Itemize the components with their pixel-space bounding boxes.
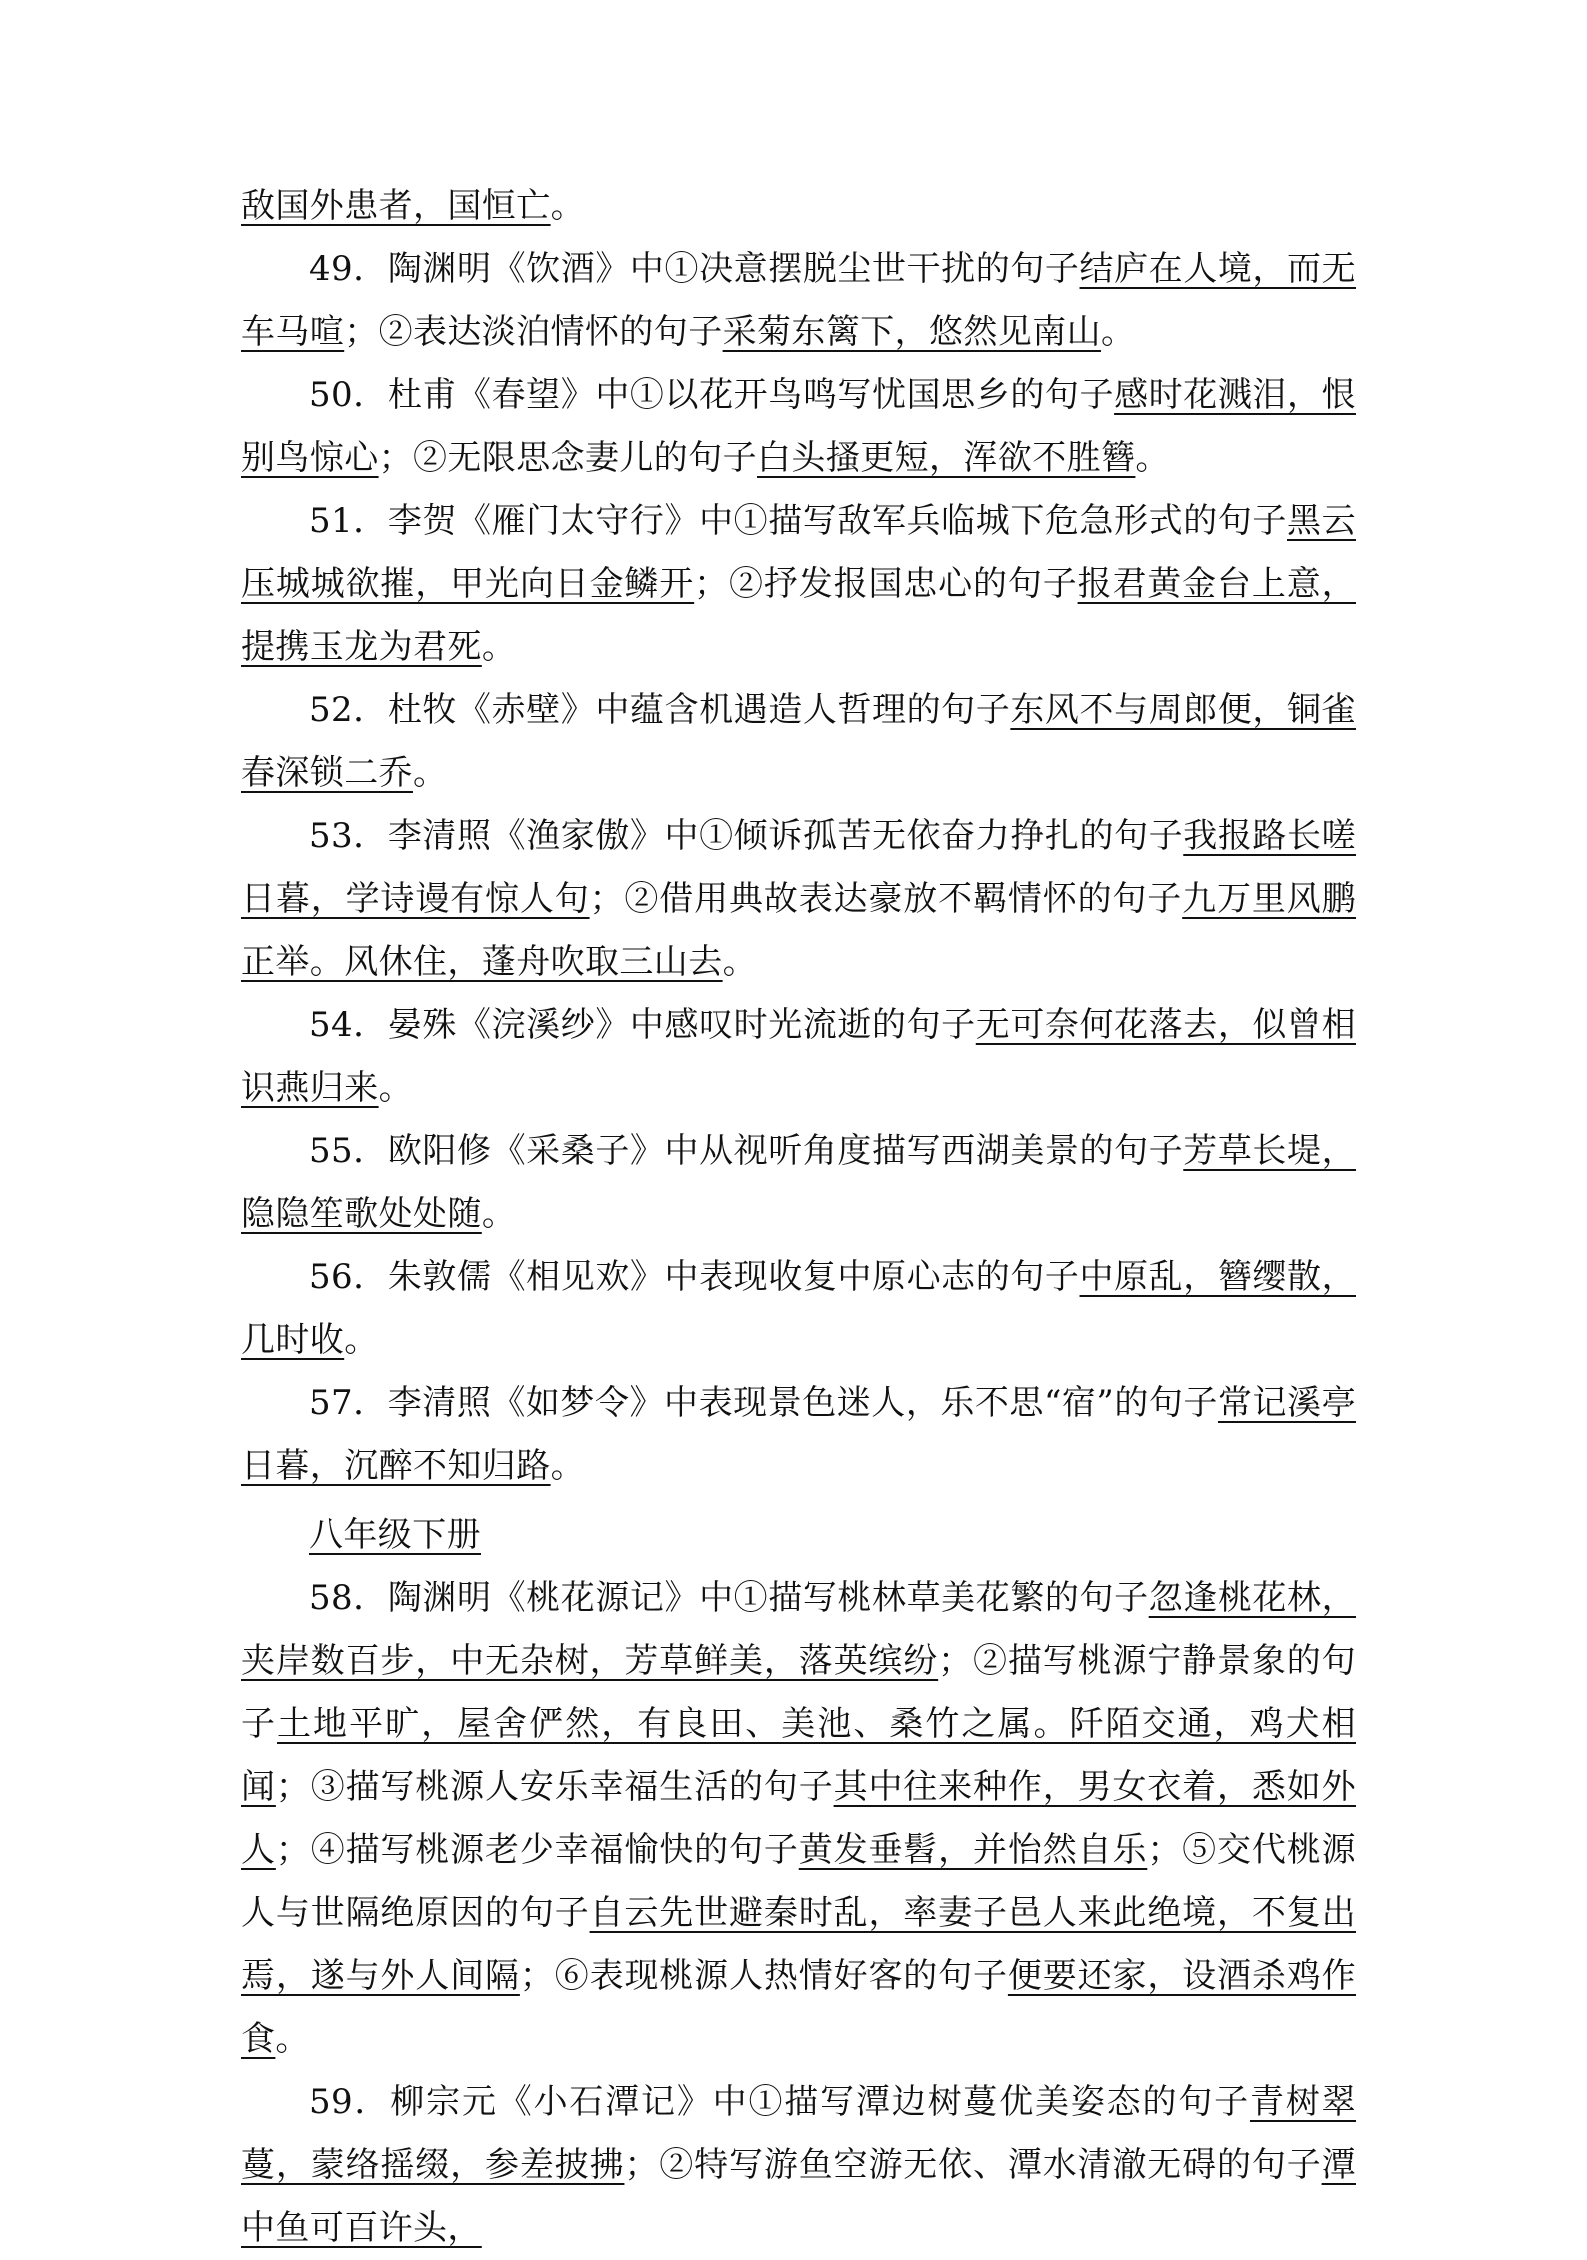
question-item xyxy=(241,2071,1356,2260)
answer-text: 便要还家，设酒杀鸡作食 xyxy=(241,1956,1357,2059)
answer-text: 报君黄金台上意，提携玉龙为君死 xyxy=(241,564,1356,667)
answer-text: 土地平旷，屋舍俨然，有良田、美池、桑竹之属。阡陌交通，鸡犬相闻 xyxy=(241,1704,1357,1807)
prompt-text: ；③描写桃源人安乐幸福生活的句子 xyxy=(275,1767,834,1807)
prompt-text: 。 xyxy=(550,186,586,226)
prompt-text: 54．晏殊《浣溪纱》中感叹时光流逝的句子 xyxy=(309,1005,976,1045)
prompt-text: 53．李清照《渔家傲》中①倾诉孤苦无依奋力挣扎的句子 xyxy=(309,816,1184,856)
answer-text: 潭中鱼可百许头， xyxy=(241,2145,1356,2248)
question-item xyxy=(241,1246,1356,1372)
prompt-text: ；②借用典故表达豪放不羁情怀的句子 xyxy=(589,879,1183,919)
prompt-text: ；⑥表现桃源人热情好客的句子 xyxy=(519,1956,1008,1996)
prompt-text: 。 xyxy=(1135,438,1170,478)
prompt-text: ；⑤交代桃源人与世隔绝原因的句子 xyxy=(241,1830,1357,1933)
section-heading xyxy=(241,1504,1356,1567)
answer-text: 自云先世避秦时乱，率妻子邑人来此绝境，不复出焉，遂与外人间隔 xyxy=(241,1893,1356,1996)
document-page xyxy=(241,175,1356,2260)
prompt-text: 50．杜甫《春望》中①以花开鸟鸣写忧国思乡的句子 xyxy=(309,375,1115,415)
prompt-text: 49．陶渊明《饮酒》中①决意摆脱尘世干扰的句子 xyxy=(309,249,1080,289)
answer-text: 青树翠蔓，蒙络摇缀，参差披拂 xyxy=(241,2082,1357,2185)
prompt-text: ；②无限思念妻儿的句子 xyxy=(378,438,758,478)
answer-text: 我报路长嗟日暮，学诗谩有惊人句 xyxy=(241,816,1357,919)
answer-text: 忽逢桃花林，夹岸数百步，中无杂树，芳草鲜美，落英缤纷 xyxy=(241,1578,1356,1681)
section-heading-text: 八年级下册 xyxy=(309,1515,481,1555)
prompt-text: 。 xyxy=(1101,312,1136,352)
question-list-2 xyxy=(241,1567,1356,2260)
answer-text: 东风不与周郎便，铜雀春深锁二乔 xyxy=(241,690,1356,793)
answer-text: 敌国外患者，国恒亡 xyxy=(241,186,551,226)
question-list xyxy=(241,238,1356,1498)
prompt-text: 。 xyxy=(275,2019,310,2059)
answer-text: 黑云压城城欲摧，甲光向日金鳞开 xyxy=(241,501,1356,604)
prompt-text: 。 xyxy=(722,942,758,982)
answer-text: 常记溪亭日暮，沉醉不知归路 xyxy=(241,1383,1356,1486)
prompt-text: 55．欧阳修《采桑子》中从视听角度描写西湖美景的句子 xyxy=(309,1131,1184,1171)
answer-text: 黄发垂髫，并怡然自乐 xyxy=(798,1830,1148,1870)
answer-text: 白头搔更短，浑欲不胜簪 xyxy=(757,438,1136,478)
prompt-text: ；②抒发报国忠心的句子 xyxy=(694,564,1078,604)
prompt-text: 。 xyxy=(344,1320,379,1360)
question-item xyxy=(241,238,1356,364)
prompt-text: 。 xyxy=(550,1446,586,1486)
answer-text: 无可奈何花落去，似曾相识燕归来 xyxy=(241,1005,1357,1108)
prompt-text: ；②描写桃源宁静景象的句子 xyxy=(241,1641,1356,1744)
prompt-text: 57．李清照《如梦令》中表现景色迷人，乐不思“宿”的句子 xyxy=(309,1383,1218,1423)
prompt-text: 59．柳宗元《小石潭记》中①描写潭边树蔓优美姿态的句子 xyxy=(309,2082,1250,2122)
prompt-text: 52．杜牧《赤壁》中蕴含机遇造人哲理的句子 xyxy=(309,690,1011,730)
prompt-text: 51．李贺《雁门太守行》中①描写敌军兵临城下危急形式的句子 xyxy=(309,501,1287,541)
prompt-text: ；②表达淡泊情怀的句子 xyxy=(344,312,723,352)
answer-text: 感时花溅泪，恨别鸟惊心 xyxy=(241,375,1356,478)
prompt-text: 56．朱敦儒《相见欢》中表现收复中原心志的句子 xyxy=(309,1257,1080,1297)
answer-text: 中原乱，簪缨散，几时收 xyxy=(241,1257,1357,1360)
answer-text: 结庐在人境，而无车马喧 xyxy=(241,249,1357,352)
prompt-text: 58．陶渊明《桃花源记》中①描写桃林草美花繁的句子 xyxy=(309,1578,1149,1618)
question-item xyxy=(241,364,1356,490)
question-item xyxy=(241,1372,1356,1498)
question-item xyxy=(241,679,1356,805)
answer-text: 采菊东篱下，悠然见南山 xyxy=(722,312,1102,352)
continuation-paragraph xyxy=(241,175,1356,238)
answer-text: 九万里风鹏正举。风休住，蓬舟吹取三山去 xyxy=(241,879,1357,982)
question-item xyxy=(241,1567,1356,2071)
prompt-text: 。 xyxy=(481,1194,517,1234)
answer-text: 其中往来种作，男女衣着，悉如外人 xyxy=(241,1767,1356,1870)
prompt-text: ；②特写游鱼空游无依、潭水清澈无碍的句子 xyxy=(624,2145,1322,2185)
prompt-text: 。 xyxy=(481,627,517,667)
prompt-text: 。 xyxy=(413,753,448,793)
question-item xyxy=(241,805,1356,994)
prompt-text: ；④描写桃源老少幸福愉快的句子 xyxy=(275,1830,799,1870)
question-item xyxy=(241,490,1356,679)
question-item xyxy=(241,994,1356,1120)
prompt-text: 。 xyxy=(378,1068,414,1108)
question-item xyxy=(241,1120,1356,1246)
answer-text: 芳草长堤，隐隐笙歌处处随 xyxy=(241,1131,1357,1234)
